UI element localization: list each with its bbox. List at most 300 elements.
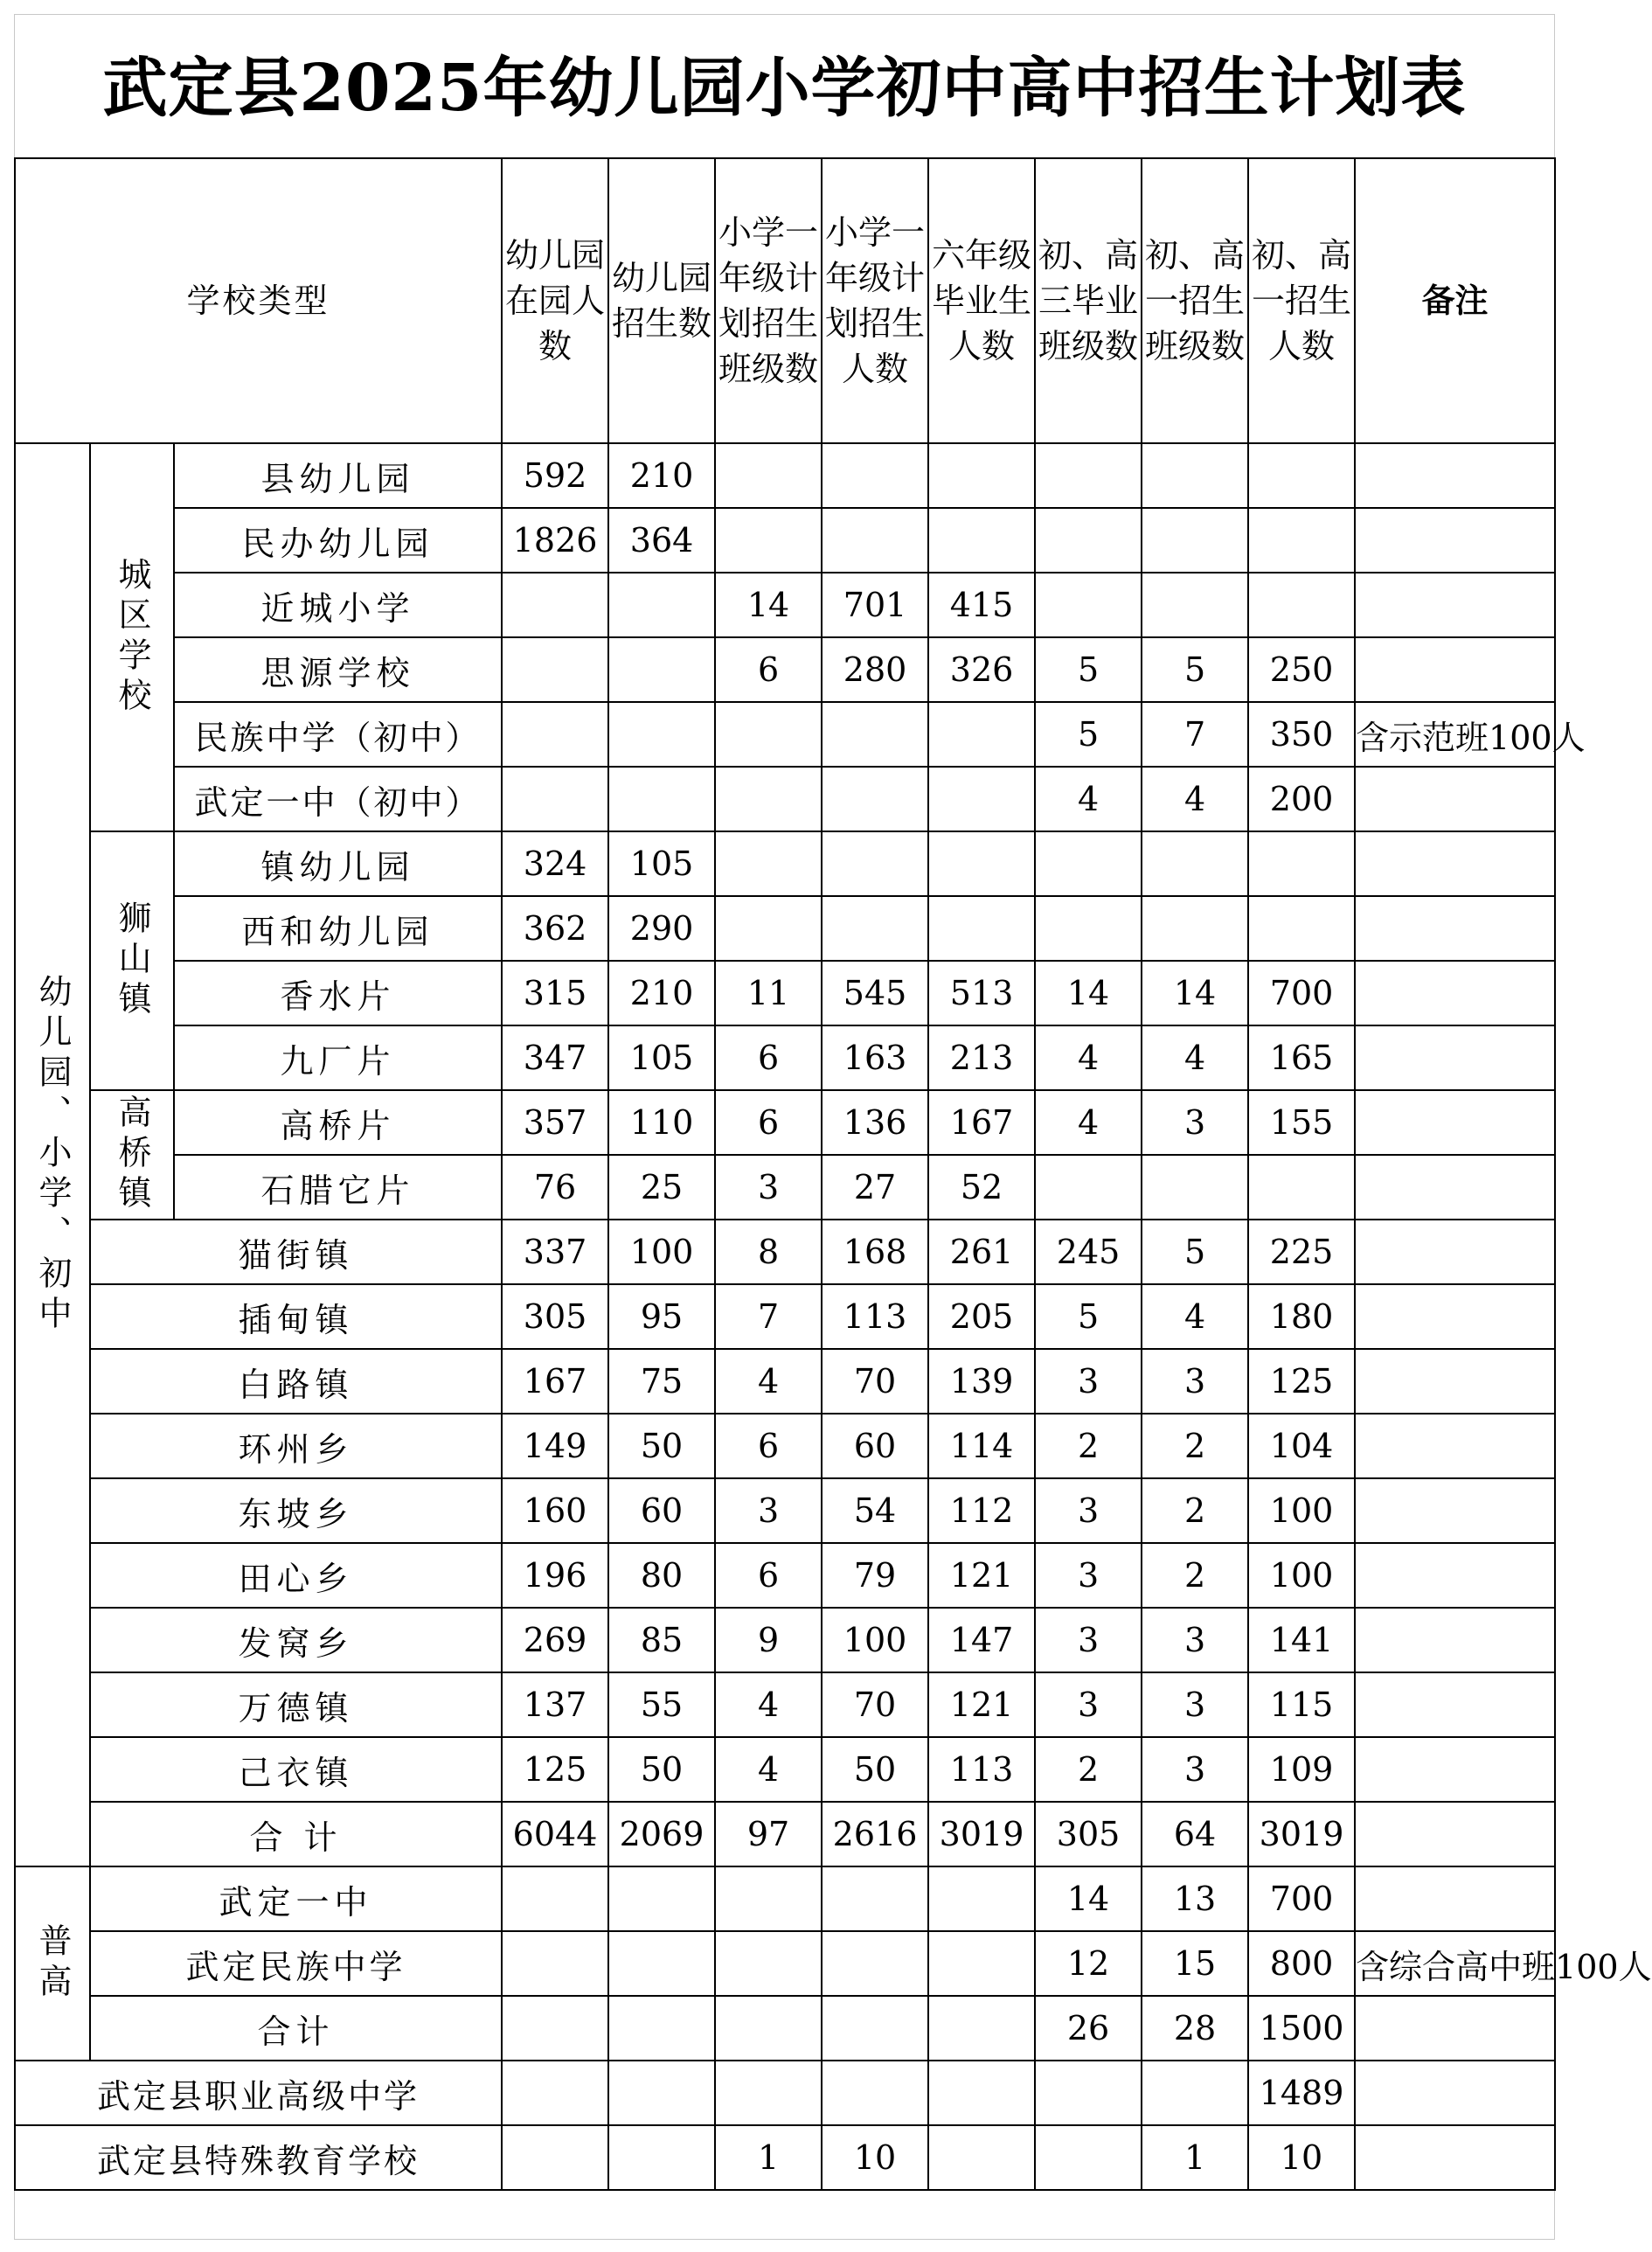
school-name: 武定县职业高级中学 <box>15 2061 502 2125</box>
cell-p1-classes <box>715 1996 822 2061</box>
cell-g6-graduates <box>928 1996 1035 2061</box>
cell-kg-admission <box>608 1866 715 1931</box>
cell-kg-enrolled: 347 <box>502 1025 608 1090</box>
cell-g7-classes: 3 <box>1142 1608 1248 1672</box>
cell-g7-students: 225 <box>1248 1220 1355 1284</box>
school-name: 民办幼儿园 <box>174 508 502 573</box>
cell-kg-enrolled <box>502 767 608 831</box>
school-name: 思源学校 <box>174 637 502 702</box>
cell-g7-students: 155 <box>1248 1090 1355 1155</box>
remark-cell <box>1355 1737 1555 1802</box>
table-row <box>15 1414 1555 1478</box>
cell-g7-classes: 5 <box>1142 637 1248 702</box>
cell-grad-classes: 4 <box>1035 1090 1142 1155</box>
cell-kg-admission: 110 <box>608 1090 715 1155</box>
table-row <box>15 2125 1555 2190</box>
cell-kg-enrolled <box>502 573 608 637</box>
cell-kg-enrolled: 337 <box>502 1220 608 1284</box>
remark-cell <box>1355 831 1555 896</box>
cell-p1-classes <box>715 2061 822 2125</box>
cell-g7-students <box>1248 573 1355 637</box>
cell-kg-admission: 85 <box>608 1608 715 1672</box>
cell-kg-enrolled: 196 <box>502 1543 608 1608</box>
cell-p1-classes: 11 <box>715 961 822 1025</box>
cell-grad-classes: 4 <box>1035 767 1142 831</box>
table-row <box>15 508 1555 573</box>
school-name: 己衣镇 <box>90 1737 502 1802</box>
cell-grad-classes: 3 <box>1035 1543 1142 1608</box>
cell-p1-students: 163 <box>822 1025 928 1090</box>
cell-g7-students: 115 <box>1248 1672 1355 1737</box>
cell-p1-classes <box>715 1931 822 1996</box>
cell-grad-classes: 5 <box>1035 1284 1142 1349</box>
cell-p1-students <box>822 2061 928 2125</box>
cell-g7-classes: 14 <box>1142 961 1248 1025</box>
remark-cell <box>1355 1608 1555 1672</box>
cell-p1-classes: 6 <box>715 637 822 702</box>
remark-cell <box>1355 1284 1555 1349</box>
cell-g6-graduates <box>928 1931 1035 1996</box>
cell-grad-classes <box>1035 831 1142 896</box>
cell-g7-classes <box>1142 831 1248 896</box>
table-row <box>15 1608 1555 1672</box>
cell-grad-classes: 3 <box>1035 1349 1142 1414</box>
cell-p1-students: 168 <box>822 1220 928 1284</box>
cell-g6-graduates: 139 <box>928 1349 1035 1414</box>
cell-grad-classes <box>1035 508 1142 573</box>
cell-kg-enrolled: 125 <box>502 1737 608 1802</box>
cell-kg-enrolled: 76 <box>502 1155 608 1220</box>
cell-kg-admission: 210 <box>608 443 715 508</box>
cell-p1-students <box>822 1866 928 1931</box>
cell-grad-classes <box>1035 1155 1142 1220</box>
group-label-gaoqiao: 高桥镇 <box>90 1090 174 1220</box>
remark-cell <box>1355 573 1555 637</box>
remark-cell <box>1355 1414 1555 1478</box>
remark-cell <box>1355 2125 1555 2190</box>
school-name: 合计 <box>90 1996 502 2061</box>
remark-cell <box>1355 1478 1555 1543</box>
cell-kg-admission <box>608 1931 715 1996</box>
school-name: 合 计 <box>90 1802 502 1866</box>
cell-grad-classes: 3 <box>1035 1608 1142 1672</box>
cell-g7-students: 180 <box>1248 1284 1355 1349</box>
school-name: 县幼儿园 <box>174 443 502 508</box>
table-row <box>15 1543 1555 1608</box>
school-name: 镇幼儿园 <box>174 831 502 896</box>
remark-cell: 含综合高中班100人 <box>1355 1931 1555 1996</box>
table-row <box>15 1349 1555 1414</box>
cell-kg-enrolled: 137 <box>502 1672 608 1737</box>
cell-p1-students <box>822 767 928 831</box>
cell-g7-classes: 5 <box>1142 1220 1248 1284</box>
cell-g7-students: 350 <box>1248 702 1355 767</box>
cell-p1-classes: 7 <box>715 1284 822 1349</box>
table-row <box>15 702 1555 767</box>
cell-kg-admission: 95 <box>608 1284 715 1349</box>
cell-g6-graduates <box>928 443 1035 508</box>
cell-kg-admission: 105 <box>608 831 715 896</box>
cell-kg-enrolled: 357 <box>502 1090 608 1155</box>
cell-kg-admission <box>608 702 715 767</box>
school-name: 高桥片 <box>174 1090 502 1155</box>
cell-g7-classes: 4 <box>1142 1284 1248 1349</box>
cell-p1-classes: 6 <box>715 1090 822 1155</box>
cell-p1-classes <box>715 702 822 767</box>
cell-g7-students <box>1248 443 1355 508</box>
cell-p1-classes: 97 <box>715 1802 822 1866</box>
remark-cell <box>1355 1155 1555 1220</box>
cell-p1-classes <box>715 508 822 573</box>
school-name: 猫街镇 <box>90 1220 502 1284</box>
cell-p1-classes <box>715 831 822 896</box>
cell-kg-admission <box>608 1996 715 2061</box>
cell-g6-graduates <box>928 767 1035 831</box>
cell-g7-students: 1500 <box>1248 1996 1355 2061</box>
cell-kg-enrolled: 160 <box>502 1478 608 1543</box>
cell-p1-classes: 1 <box>715 2125 822 2190</box>
cell-kg-admission: 100 <box>608 1220 715 1284</box>
cell-kg-admission <box>608 2061 715 2125</box>
cell-p1-classes: 6 <box>715 1543 822 1608</box>
cell-kg-admission: 210 <box>608 961 715 1025</box>
cell-kg-enrolled <box>502 702 608 767</box>
cell-g7-students: 700 <box>1248 961 1355 1025</box>
cell-grad-classes: 3 <box>1035 1672 1142 1737</box>
table-row <box>15 1672 1555 1737</box>
cell-g6-graduates <box>928 831 1035 896</box>
cell-g6-graduates <box>928 2125 1035 2190</box>
cell-p1-classes: 3 <box>715 1478 822 1543</box>
cell-p1-classes: 6 <box>715 1025 822 1090</box>
table-row <box>15 2061 1555 2125</box>
group-label-shishan: 狮山镇 <box>90 831 174 1090</box>
cell-kg-admission: 60 <box>608 1478 715 1543</box>
cell-p1-students: 280 <box>822 637 928 702</box>
cell-grad-classes: 5 <box>1035 702 1142 767</box>
table-row <box>15 637 1555 702</box>
table-row <box>15 767 1555 831</box>
cell-kg-admission: 105 <box>608 1025 715 1090</box>
cell-g6-graduates: 213 <box>928 1025 1035 1090</box>
school-name: 香水片 <box>174 961 502 1025</box>
cell-g7-classes: 15 <box>1142 1931 1248 1996</box>
header-p1-classes: 小学一年级计划招生班级数 <box>715 158 822 443</box>
school-name: 环州乡 <box>90 1414 502 1478</box>
group-label-urban: 城区学校 <box>90 443 174 831</box>
school-name: 武定民族中学 <box>90 1931 502 1996</box>
cell-kg-admission <box>608 637 715 702</box>
header-kg-enrolled: 幼儿园在园人数 <box>502 158 608 443</box>
header-g6-graduates: 六年级毕业生人数 <box>928 158 1035 443</box>
cell-kg-enrolled: 315 <box>502 961 608 1025</box>
remark-cell <box>1355 1220 1555 1284</box>
cell-p1-classes <box>715 896 822 961</box>
cell-g6-graduates <box>928 896 1035 961</box>
cell-kg-enrolled <box>502 1931 608 1996</box>
cell-kg-admission: 364 <box>608 508 715 573</box>
cell-p1-students <box>822 443 928 508</box>
table-row <box>15 1155 1555 1220</box>
cell-g7-classes <box>1142 573 1248 637</box>
cell-g7-students <box>1248 508 1355 573</box>
cell-kg-enrolled <box>502 1866 608 1931</box>
cell-p1-classes <box>715 767 822 831</box>
cell-kg-admission: 80 <box>608 1543 715 1608</box>
cell-kg-admission: 75 <box>608 1349 715 1414</box>
enrollment-plan-table <box>14 157 1652 2191</box>
cell-kg-enrolled: 6044 <box>502 1802 608 1866</box>
cell-grad-classes <box>1035 2061 1142 2125</box>
cell-grad-classes <box>1035 896 1142 961</box>
table-row <box>15 831 1555 896</box>
cell-kg-enrolled: 269 <box>502 1608 608 1672</box>
table-row <box>15 1802 1555 1866</box>
cell-kg-admission <box>608 767 715 831</box>
school-name: 发窝乡 <box>90 1608 502 1672</box>
cell-g7-classes: 2 <box>1142 1543 1248 1608</box>
cell-grad-classes: 245 <box>1035 1220 1142 1284</box>
cell-kg-admission: 290 <box>608 896 715 961</box>
cell-p1-classes: 4 <box>715 1349 822 1414</box>
header-p1-students: 小学一年级计划招生人数 <box>822 158 928 443</box>
cell-g7-classes: 4 <box>1142 767 1248 831</box>
cell-kg-enrolled: 149 <box>502 1414 608 1478</box>
cell-g7-classes: 4 <box>1142 1025 1248 1090</box>
remark-cell <box>1355 1672 1555 1737</box>
cell-p1-students <box>822 1931 928 1996</box>
cell-kg-admission: 25 <box>608 1155 715 1220</box>
cell-g7-students <box>1248 831 1355 896</box>
cell-g7-classes: 13 <box>1142 1866 1248 1931</box>
cell-g7-classes: 2 <box>1142 1478 1248 1543</box>
cell-g7-classes: 3 <box>1142 1090 1248 1155</box>
cell-p1-students: 60 <box>822 1414 928 1478</box>
cell-g7-classes <box>1142 443 1248 508</box>
cell-grad-classes <box>1035 2125 1142 2190</box>
cell-g6-graduates <box>928 702 1035 767</box>
cell-kg-admission: 50 <box>608 1414 715 1478</box>
cell-g7-students: 109 <box>1248 1737 1355 1802</box>
header-g7-classes: 初、高一招生班级数 <box>1142 158 1248 443</box>
cell-g7-classes <box>1142 508 1248 573</box>
cell-p1-classes: 6 <box>715 1414 822 1478</box>
cell-kg-admission: 55 <box>608 1672 715 1737</box>
cell-p1-students <box>822 508 928 573</box>
cell-grad-classes: 14 <box>1035 961 1142 1025</box>
cell-g7-classes: 3 <box>1142 1672 1248 1737</box>
header-row <box>15 158 1555 443</box>
cell-g6-graduates: 114 <box>928 1414 1035 1478</box>
group-label-senior-high: 普高 <box>15 1866 90 2061</box>
remark-cell <box>1355 1996 1555 2061</box>
cell-grad-classes: 4 <box>1035 1025 1142 1090</box>
cell-g6-graduates: 326 <box>928 637 1035 702</box>
remark-cell <box>1355 2061 1555 2125</box>
school-name: 白路镇 <box>90 1349 502 1414</box>
cell-g7-classes: 7 <box>1142 702 1248 767</box>
cell-g7-classes: 2 <box>1142 1414 1248 1478</box>
cell-kg-enrolled <box>502 2061 608 2125</box>
cell-g6-graduates: 147 <box>928 1608 1035 1672</box>
group-label-kpj: 幼儿园、小学、初中 <box>15 443 90 1866</box>
cell-p1-students: 27 <box>822 1155 928 1220</box>
cell-grad-classes: 3 <box>1035 1478 1142 1543</box>
cell-g7-students <box>1248 1155 1355 1220</box>
cell-g6-graduates: 3019 <box>928 1802 1035 1866</box>
header-school-type: 学校类型 <box>15 158 502 443</box>
cell-p1-classes: 4 <box>715 1737 822 1802</box>
cell-g6-graduates <box>928 1866 1035 1931</box>
cell-g6-graduates <box>928 508 1035 573</box>
table-row <box>15 1737 1555 1802</box>
cell-grad-classes: 5 <box>1035 637 1142 702</box>
remark-cell: 含示范班100人 <box>1355 702 1555 767</box>
cell-p1-students: 545 <box>822 961 928 1025</box>
table-row <box>15 896 1555 961</box>
cell-g7-classes: 3 <box>1142 1349 1248 1414</box>
school-name: 万德镇 <box>90 1672 502 1737</box>
school-name: 武定县特殊教育学校 <box>15 2125 502 2190</box>
cell-g6-graduates: 415 <box>928 573 1035 637</box>
cell-g6-graduates: 113 <box>928 1737 1035 1802</box>
table-row <box>15 1284 1555 1349</box>
cell-grad-classes <box>1035 443 1142 508</box>
school-name: 东坡乡 <box>90 1478 502 1543</box>
cell-p1-students: 54 <box>822 1478 928 1543</box>
cell-grad-classes <box>1035 573 1142 637</box>
cell-g7-students: 200 <box>1248 767 1355 831</box>
cell-g7-students: 125 <box>1248 1349 1355 1414</box>
cell-g6-graduates: 513 <box>928 961 1035 1025</box>
cell-g7-students: 250 <box>1248 637 1355 702</box>
cell-g6-graduates: 121 <box>928 1543 1035 1608</box>
remark-cell <box>1355 896 1555 961</box>
table-row <box>15 1220 1555 1284</box>
cell-g7-students: 3019 <box>1248 1802 1355 1866</box>
cell-p1-students: 701 <box>822 573 928 637</box>
cell-g7-classes <box>1142 2061 1248 2125</box>
cell-g6-graduates: 167 <box>928 1090 1035 1155</box>
table-row <box>15 1996 1555 2061</box>
cell-p1-students: 70 <box>822 1349 928 1414</box>
cell-kg-enrolled: 305 <box>502 1284 608 1349</box>
cell-p1-classes: 4 <box>715 1672 822 1737</box>
cell-grad-classes: 14 <box>1035 1866 1142 1931</box>
cell-g7-classes: 3 <box>1142 1737 1248 1802</box>
cell-g7-students: 800 <box>1248 1931 1355 1996</box>
cell-g6-graduates <box>928 2061 1035 2125</box>
remark-cell <box>1355 1802 1555 1866</box>
table-row <box>15 1866 1555 1931</box>
table-row <box>15 573 1555 637</box>
cell-g7-students: 700 <box>1248 1866 1355 1931</box>
remark-cell <box>1355 443 1555 508</box>
cell-kg-admission: 50 <box>608 1737 715 1802</box>
school-name: 民族中学（初中） <box>174 702 502 767</box>
cell-p1-students: 50 <box>822 1737 928 1802</box>
school-name: 武定一中（初中） <box>174 767 502 831</box>
cell-kg-admission: 2069 <box>608 1802 715 1866</box>
school-name: 插甸镇 <box>90 1284 502 1349</box>
remark-cell <box>1355 961 1555 1025</box>
cell-g7-classes: 64 <box>1142 1802 1248 1866</box>
cell-g7-students: 165 <box>1248 1025 1355 1090</box>
cell-p1-students <box>822 1996 928 2061</box>
cell-p1-students: 2616 <box>822 1802 928 1866</box>
cell-g7-students: 104 <box>1248 1414 1355 1478</box>
school-name: 近城小学 <box>174 573 502 637</box>
cell-p1-students: 113 <box>822 1284 928 1349</box>
cell-kg-enrolled: 324 <box>502 831 608 896</box>
remark-cell <box>1355 1349 1555 1414</box>
cell-p1-students: 10 <box>822 2125 928 2190</box>
cell-g7-students: 1489 <box>1248 2061 1355 2125</box>
school-name: 田心乡 <box>90 1543 502 1608</box>
cell-g7-classes <box>1142 1155 1248 1220</box>
cell-g7-students: 100 <box>1248 1478 1355 1543</box>
remark-cell <box>1355 1866 1555 1931</box>
cell-g7-students: 10 <box>1248 2125 1355 2190</box>
table-row <box>15 1478 1555 1543</box>
cell-kg-enrolled <box>502 2125 608 2190</box>
cell-p1-classes: 9 <box>715 1608 822 1672</box>
cell-p1-students: 70 <box>822 1672 928 1737</box>
school-name: 西和幼儿园 <box>174 896 502 961</box>
remark-cell <box>1355 1543 1555 1608</box>
header-remarks: 备注 <box>1355 158 1555 443</box>
remark-cell <box>1355 767 1555 831</box>
cell-p1-students <box>822 896 928 961</box>
cell-grad-classes: 2 <box>1035 1737 1142 1802</box>
cell-kg-admission <box>608 2125 715 2190</box>
cell-kg-admission <box>608 573 715 637</box>
school-name: 九厂片 <box>174 1025 502 1090</box>
cell-p1-classes: 8 <box>715 1220 822 1284</box>
cell-g6-graduates: 121 <box>928 1672 1035 1737</box>
school-name: 石腊它片 <box>174 1155 502 1220</box>
cell-grad-classes: 305 <box>1035 1802 1142 1866</box>
remark-cell <box>1355 1090 1555 1155</box>
cell-kg-enrolled: 167 <box>502 1349 608 1414</box>
cell-g7-students <box>1248 896 1355 961</box>
table-row <box>15 443 1555 508</box>
cell-g7-classes: 28 <box>1142 1996 1248 2061</box>
remark-cell <box>1355 508 1555 573</box>
cell-p1-classes: 3 <box>715 1155 822 1220</box>
cell-g6-graduates: 52 <box>928 1155 1035 1220</box>
page-title: 武定县2025年幼儿园小学初中高中招生计划表 <box>102 51 1467 126</box>
cell-g6-graduates: 261 <box>928 1220 1035 1284</box>
cell-g7-classes: 1 <box>1142 2125 1248 2190</box>
table-row <box>15 1931 1555 1996</box>
cell-kg-enrolled <box>502 637 608 702</box>
school-name: 武定一中 <box>90 1866 502 1931</box>
cell-grad-classes: 2 <box>1035 1414 1142 1478</box>
cell-kg-enrolled: 592 <box>502 443 608 508</box>
cell-p1-classes <box>715 443 822 508</box>
remark-cell <box>1355 637 1555 702</box>
header-g7-students: 初、高一招生人数 <box>1248 158 1355 443</box>
cell-grad-classes: 12 <box>1035 1931 1142 1996</box>
cell-p1-students <box>822 702 928 767</box>
remark-cell <box>1355 1025 1555 1090</box>
cell-kg-enrolled: 1826 <box>502 508 608 573</box>
cell-g7-students: 141 <box>1248 1608 1355 1672</box>
header-grad-classes: 初、高三毕业班级数 <box>1035 158 1142 443</box>
cell-g6-graduates: 205 <box>928 1284 1035 1349</box>
cell-g6-graduates: 112 <box>928 1478 1035 1543</box>
